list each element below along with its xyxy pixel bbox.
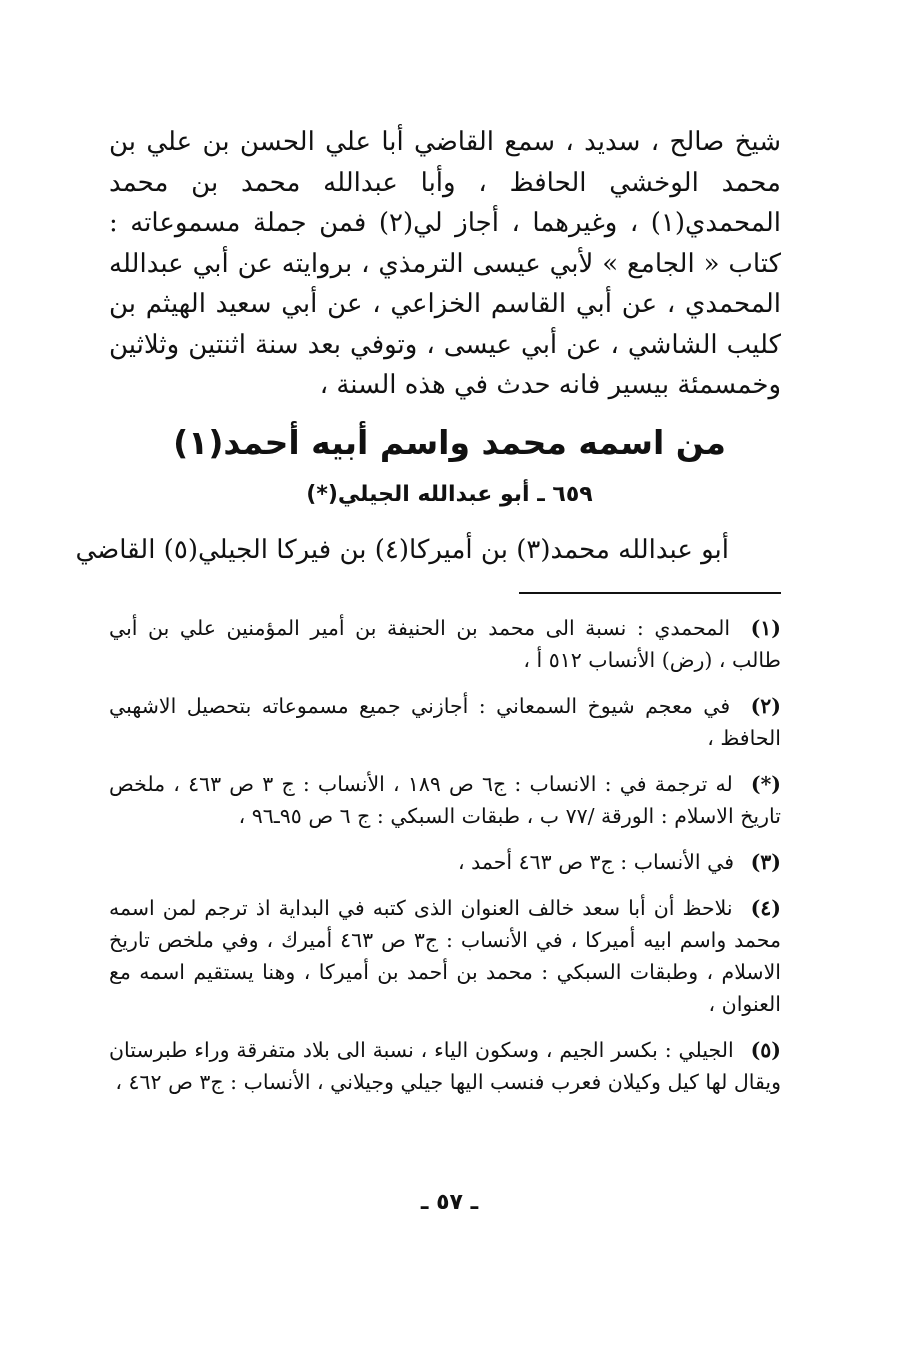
footnote-number: (٥) [750, 1038, 781, 1062]
footnote-text: له ترجمة في : الانساب : ج٦ ص ١٨٩ ، الأنساب : ج ٣ ص ٤٦٣ ، ملخص تاريخ الاسلام : الورقة /٧٧ ب ، طبقات السبكي : ج ٦ ص ٩٥ـ٩٦ ، [109, 772, 781, 828]
biography-text [109, 122, 781, 406]
footnote-number: (٢) [750, 694, 781, 718]
footnote [109, 690, 781, 754]
footnote [109, 846, 781, 878]
footnote [109, 1034, 781, 1098]
footnote [109, 892, 781, 1020]
footnote-text: في معجم شيوخ السمعاني : أجازني جميع مسموعاته بتحصيل الاشهبي الحافظ ، [109, 694, 781, 750]
footnote-text: الجيلي : بكسر الجيم ، وسكون الياء ، نسبة الى بلاد متفرقة وراء طبرستان ويقال لها كيل وكيلان فعرب فنسب اليها جيلي وجيلاني ، الأنساب : ج٣ ص ٤٦٢ ، [109, 1038, 781, 1094]
footnote-number: (٤) [750, 896, 781, 920]
page-number: ـ ٥٧ ـ [420, 1190, 479, 1215]
footnote-number: (٣) [750, 850, 781, 874]
footnote-number: (١) [750, 616, 781, 640]
footnote-number: (*) [750, 772, 781, 796]
footnote [109, 612, 781, 676]
entry-name-line: أبو عبدالله محمد(٣) بن أميركا(٤) بن فيركا الجيلي(٥) القاضي [75, 535, 729, 565]
section-heading: من اسمه محمد واسم أبيه أحمد(١) [173, 423, 726, 462]
footnote-text: المحمدي : نسبة الى محمد بن الحنيفة بن أمير المؤمنين علي بن أبي طالب ، (رض) الأنساب ٥١٢ أ ، [109, 616, 781, 672]
footnote-text: في الأنساب : ج٣ ص ٤٦٣ أحمد ، [458, 850, 735, 874]
footnotes-block [109, 612, 781, 1112]
footnote-text: نلاحظ أن أبا سعد خالف العنوان الذى كتبه في البداية اذ ترجم لمن اسمه محمد واسم ابيه أميركا ، في الأنساب : ج٣ ص ٤٦٣ أميرك ، وفي ملخص تاريخ الاسلام ، وطبقات السبكي : محمد بن أحمد بن أميركا ، وهنا يستقيم اسمه مع العنوان ، [109, 896, 781, 1016]
footnote-divider [519, 592, 781, 594]
entry-heading: ٦٥٩ ـ أبو عبدالله الجيلي(*) [306, 482, 593, 507]
footnote [109, 768, 781, 832]
body-paragraph: شيخ صالح ، سديد ، سمع القاضي أبا علي الحسن بن علي بن محمد الوخشي الحافظ ، وأبا عبدالله محمد بن محمد المحمدي(١) ، وغيرهما ، أجاز لي(٢) فمن جملة مسموعاته : كتاب « الجامع » لأبي عيسى الترمذي ، بروايته عن أبي عبدالله المحمدي ، عن أبي القاسم الخزاعي ، عن أبي سعيد الهيثم بن كليب الشاشي ، عن أبي عيسى ، وتوفي بعد سنة اثنتين وثلاثين وخمسمئة بيسير فانه حدث في هذه السنة ، [109, 127, 781, 400]
